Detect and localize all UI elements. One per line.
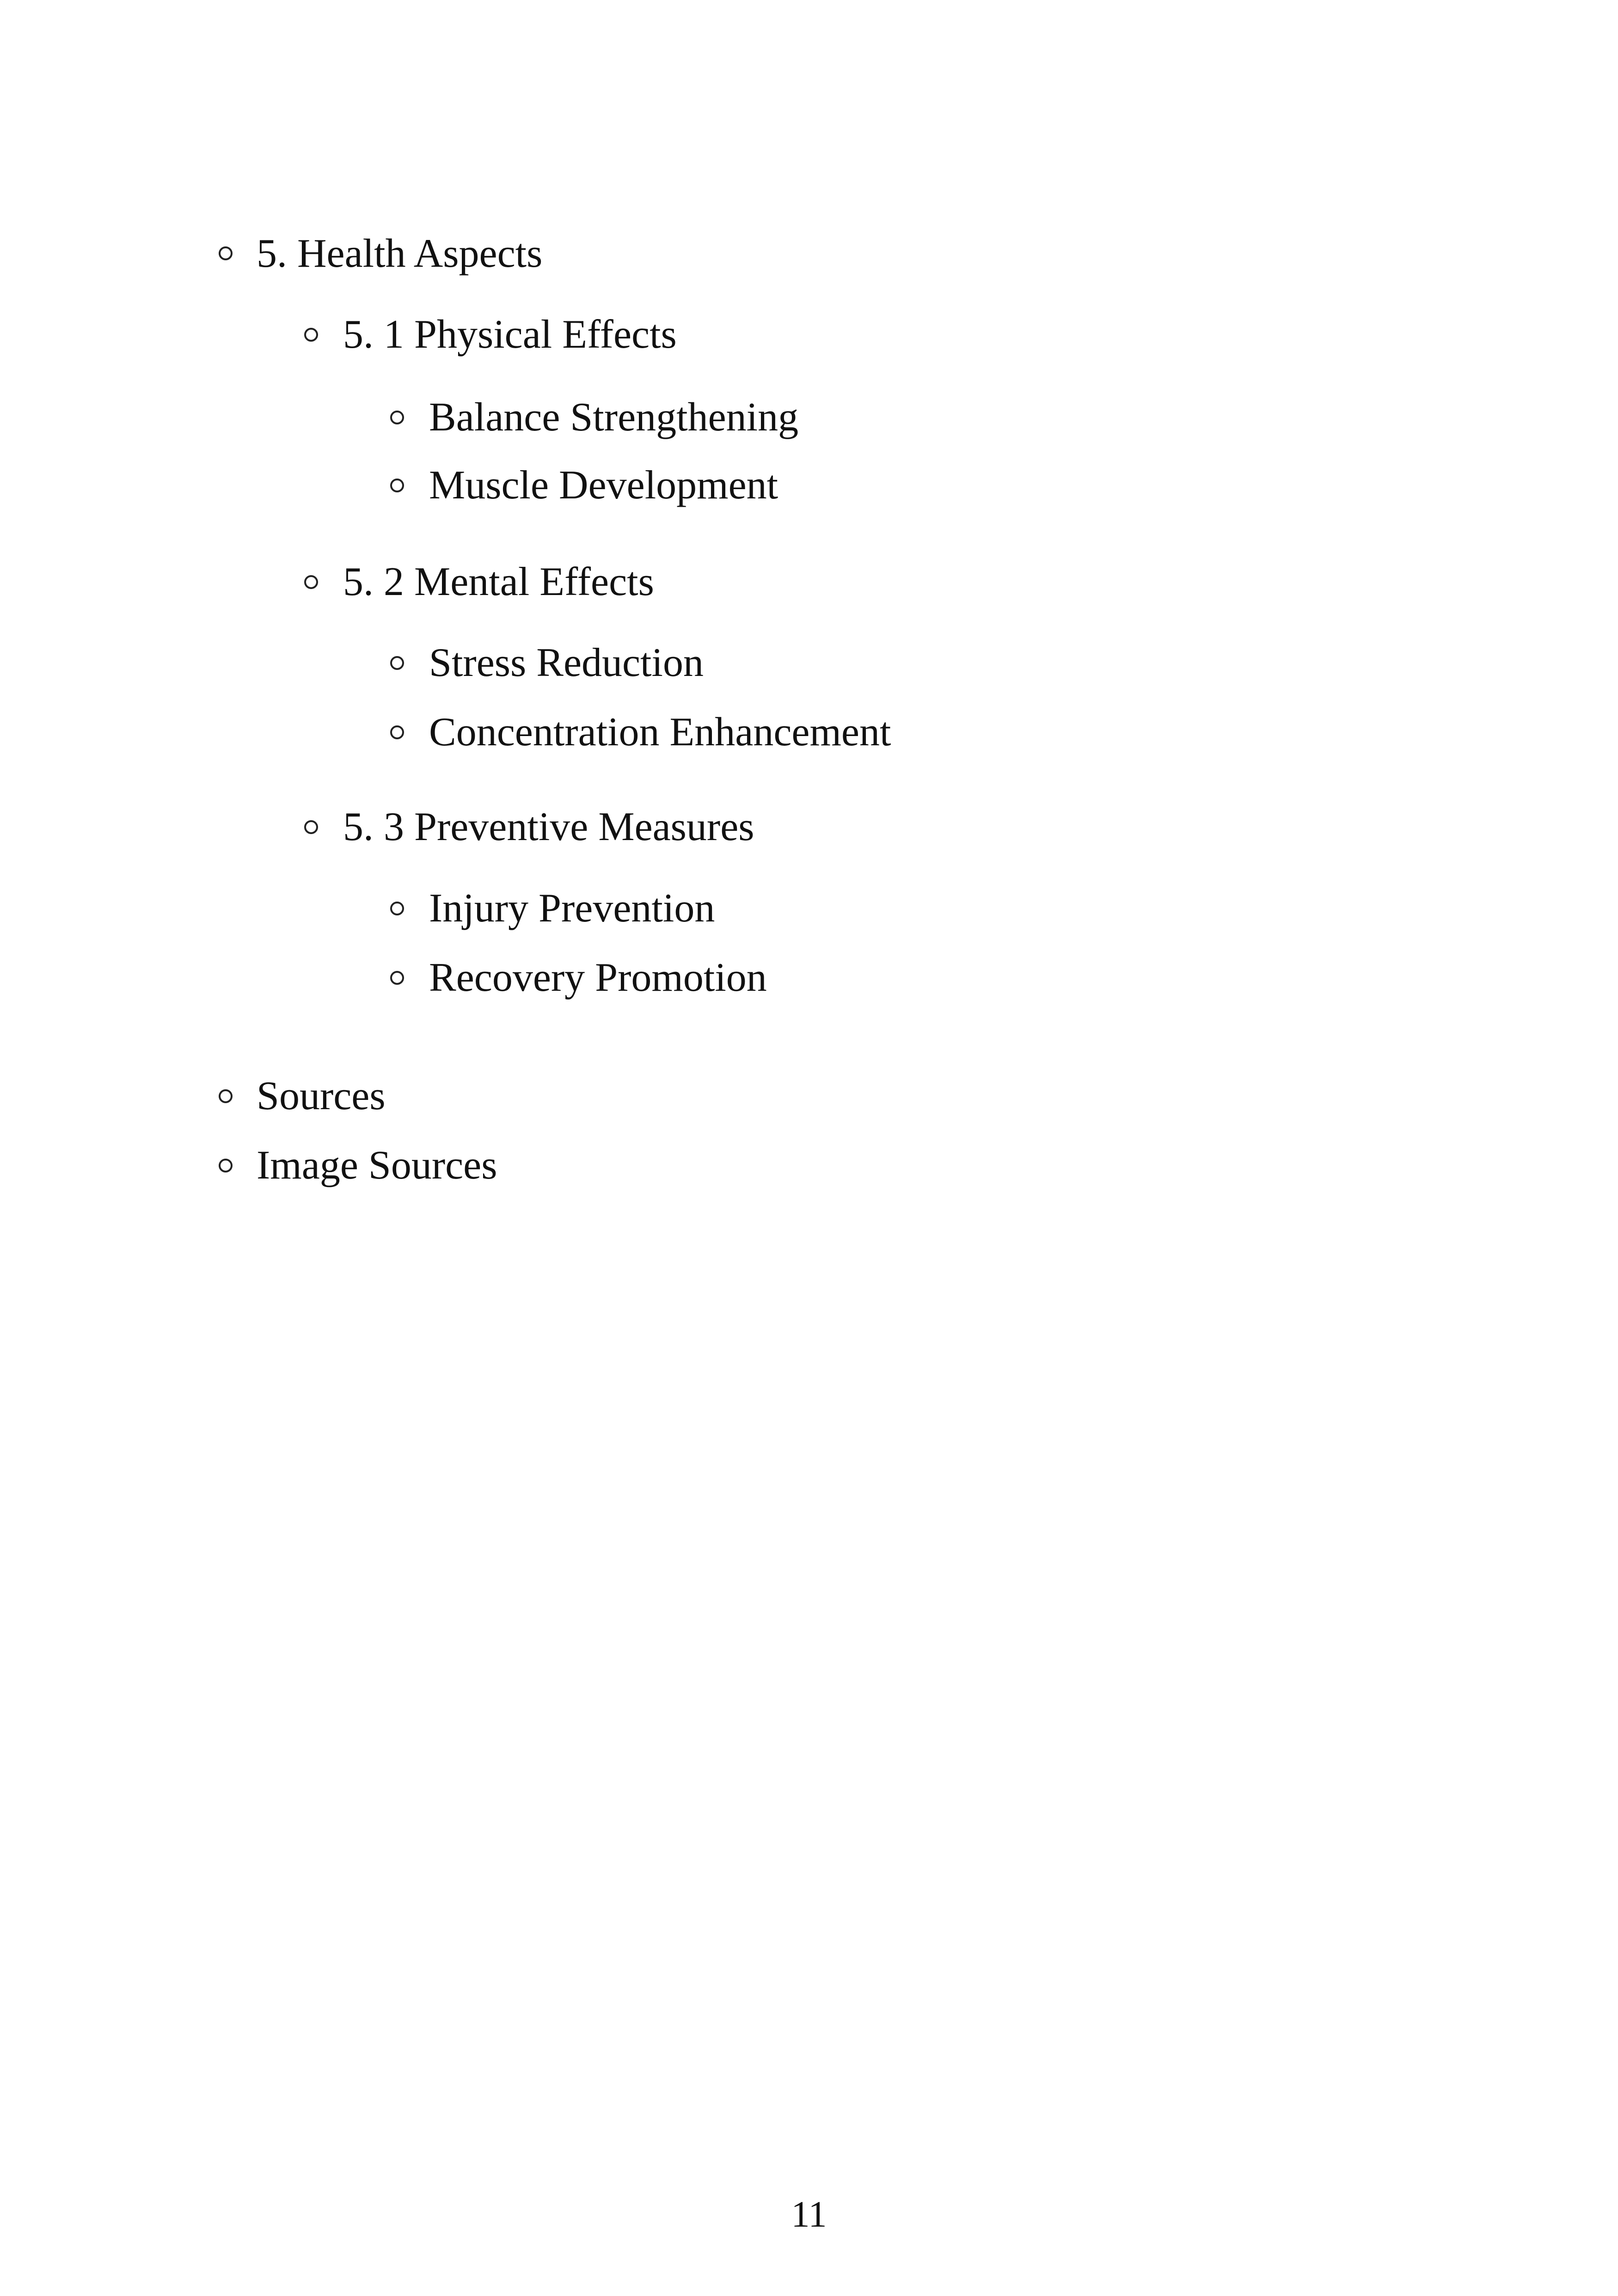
hollow-circle-bullet-icon — [390, 725, 404, 739]
toc-item-sources[interactable]: Sources — [257, 1074, 386, 1118]
toc-item-preventive-measures[interactable]: 5. 3 Preventive Measures — [343, 804, 754, 849]
toc-item-physical-effects[interactable]: 5. 1 Physical Effects — [343, 312, 677, 357]
hollow-circle-bullet-icon — [390, 902, 404, 915]
hollow-circle-bullet-icon — [390, 479, 404, 492]
toc-item-mental-effects[interactable]: 5. 2 Mental Effects — [343, 559, 654, 604]
page-number: 11 — [791, 2194, 827, 2235]
toc-item-stress-reduction[interactable]: Stress Reduction — [429, 640, 704, 685]
hollow-circle-bullet-icon — [304, 820, 318, 834]
hollow-circle-bullet-icon — [304, 575, 318, 589]
hollow-circle-bullet-icon — [219, 246, 233, 260]
toc-item-concentration-enhancement[interactable]: Concentration Enhancement — [429, 710, 891, 755]
hollow-circle-bullet-icon — [219, 1159, 233, 1173]
toc-item-recovery-promotion[interactable]: Recovery Promotion — [429, 955, 767, 1000]
hollow-circle-bullet-icon — [390, 971, 404, 985]
toc-item-balance-strengthening[interactable]: Balance Strengthening — [429, 395, 799, 440]
hollow-circle-bullet-icon — [304, 328, 318, 342]
toc-item-injury-prevention[interactable]: Injury Prevention — [429, 886, 715, 931]
toc-item-muscle-development[interactable]: Muscle Development — [429, 463, 778, 508]
hollow-circle-bullet-icon — [219, 1089, 233, 1103]
toc-item-health-aspects[interactable]: 5. Health Aspects — [257, 231, 543, 276]
hollow-circle-bullet-icon — [390, 411, 404, 424]
toc-item-image-sources[interactable]: Image Sources — [257, 1143, 497, 1188]
hollow-circle-bullet-icon — [390, 656, 404, 670]
